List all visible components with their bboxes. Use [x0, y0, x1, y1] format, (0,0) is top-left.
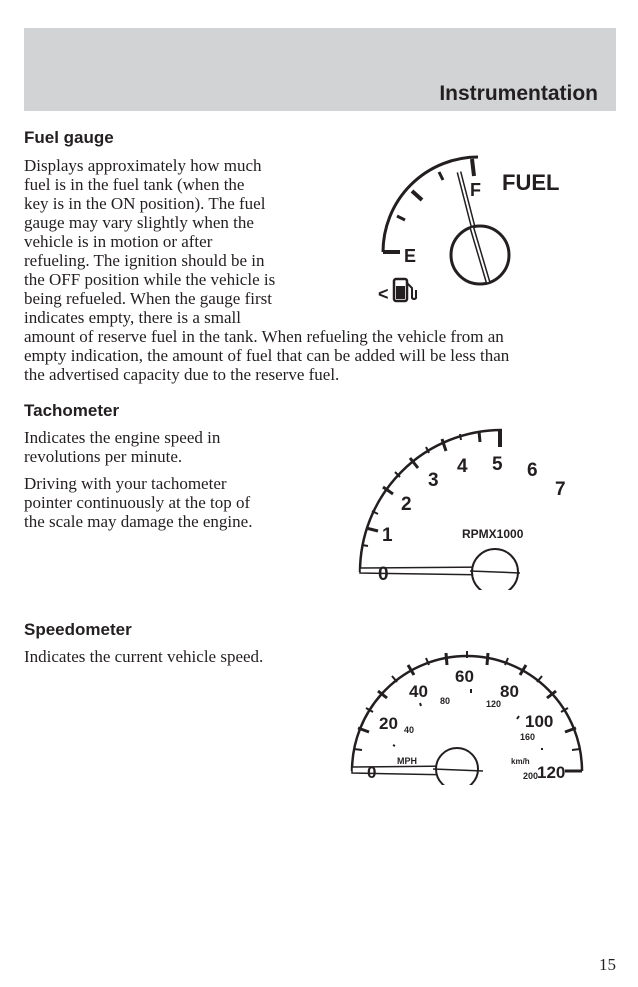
text-line: indicates empty, there is a small — [24, 308, 241, 327]
mph-label: 100 — [525, 712, 554, 731]
text-line: amount of reserve fuel in the tank. When refueling the vehicle from an — [24, 327, 504, 346]
kmh-label: 200 — [523, 771, 539, 781]
fuel-gauge-illustration — [360, 150, 580, 310]
speed-tick — [446, 653, 447, 665]
fuel-door-arrow: < — [378, 284, 389, 304]
mph-label: 40 — [409, 682, 428, 701]
text-line: revolutions per minute. — [24, 447, 183, 466]
speedometer-description — [24, 647, 324, 666]
tach-tick — [366, 528, 378, 531]
kmh-unit-label: km/h — [511, 757, 530, 766]
text-line: key is in the ON position). The fuel — [24, 194, 266, 213]
fuel-gauge-title: FUEL — [502, 170, 560, 195]
text-line: the advertised capacity due to the reserve fuel. — [24, 365, 340, 384]
kmh-label: 120 — [486, 699, 502, 709]
text-line: Indicates the engine speed in — [24, 428, 221, 447]
tach-label: 1 — [382, 525, 393, 546]
fuel-pump-icon — [394, 279, 416, 301]
text-line: being refueled. When the gauge first — [24, 289, 272, 308]
tach-label: 7 — [555, 479, 566, 500]
text-line: empty indication, the amount of fuel that can be added will be less than — [24, 346, 510, 365]
text-line: fuel is in the fuel tank (when the — [24, 175, 245, 194]
tach-label: 5 — [492, 454, 503, 475]
tach-label: 6 — [527, 460, 538, 481]
page-header — [24, 28, 616, 111]
mph-unit-label: MPH — [397, 756, 417, 766]
page-number: 15 — [599, 955, 616, 974]
kmh-label: 40 — [404, 725, 415, 735]
fuel-gauge-heading: Fuel gauge — [24, 128, 114, 147]
tach-tick — [362, 545, 368, 546]
tach-label: 2 — [401, 494, 412, 515]
tachometer-unit-label: RPMX1000 — [462, 527, 524, 541]
text-line: the scale may damage the engine. — [24, 512, 253, 531]
fuel-tick-full — [472, 159, 474, 176]
tach-label: 4 — [457, 456, 468, 477]
kmh-tick — [517, 716, 519, 719]
text-line: the OFF position while the vehicle is — [24, 270, 276, 289]
mph-label: 80 — [500, 682, 519, 701]
tachometer-arc — [360, 430, 502, 572]
tachometer-heading: Tachometer — [24, 401, 120, 420]
tachometer-ticks — [360, 431, 500, 572]
kmh-tick — [420, 703, 421, 706]
speedometer-heading: Speedometer — [24, 620, 132, 639]
tach-tick — [479, 431, 480, 442]
tachometer-description-2 — [24, 474, 314, 531]
kmh-label: 160 — [520, 732, 536, 742]
text-line: Indicates the current vehicle speed. — [24, 647, 264, 666]
speedometer-illustration — [345, 645, 590, 785]
kmh-label: 80 — [440, 696, 451, 706]
mph-label: 0 — [367, 763, 377, 782]
speedometer-needle-hub — [436, 748, 478, 785]
tachometer-needle-hub — [472, 549, 518, 590]
text-line: gauge may vary slightly when the — [24, 213, 254, 232]
text-line: vehicle is in motion or after — [24, 232, 213, 251]
kmh-tick — [393, 745, 395, 746]
fuel-tick — [439, 172, 443, 180]
fuel-empty-label: E — [404, 246, 417, 266]
tach-label: 0 — [378, 564, 389, 585]
mph-label: 60 — [455, 667, 474, 686]
speed-tick — [572, 749, 580, 750]
speed-tick — [487, 653, 488, 665]
mph-label: 120 — [537, 763, 566, 782]
text-line: Displays approximately how much — [24, 156, 262, 175]
fuel-full-label: F — [470, 180, 481, 200]
fuel-tick-half — [412, 191, 422, 200]
speed-tick — [354, 749, 362, 750]
tachometer-illustration — [350, 425, 580, 590]
text-line: Driving with your tachometer — [24, 474, 227, 493]
page-title: Instrumentation — [439, 82, 598, 105]
tach-tick — [460, 434, 461, 440]
tachometer-description-1 — [24, 428, 314, 466]
text-line: refueling. The ignition should be in — [24, 251, 265, 270]
text-line: pointer continuously at the top of — [24, 493, 251, 512]
tach-label: 3 — [428, 470, 439, 491]
fuel-tick — [397, 216, 405, 220]
mph-label: 20 — [379, 714, 398, 733]
